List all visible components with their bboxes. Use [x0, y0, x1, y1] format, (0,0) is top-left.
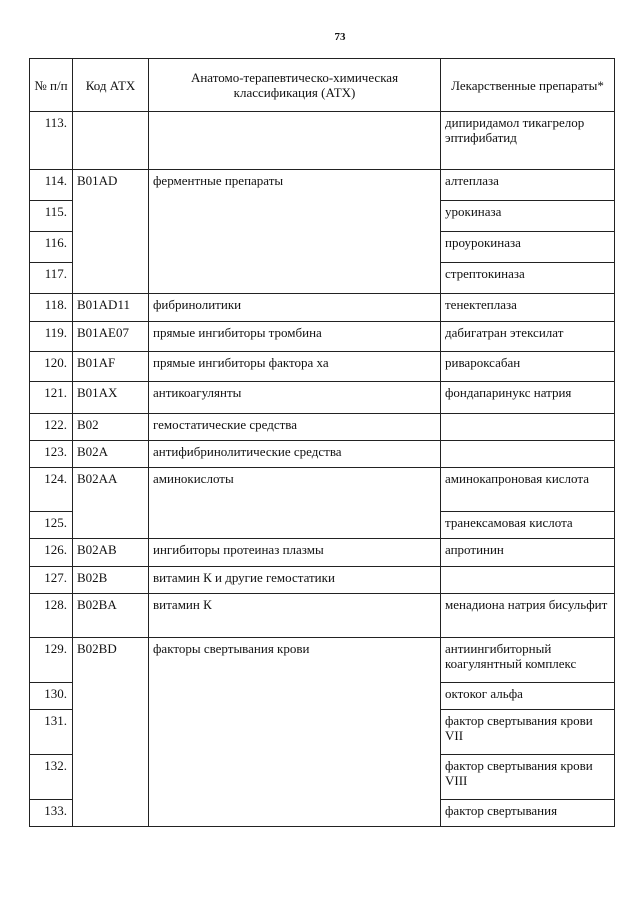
row-number: 118.	[30, 294, 73, 322]
drug-name: дипиридамол тикагрелор эптифибатид	[441, 112, 615, 170]
table-row	[30, 112, 615, 170]
table-row	[30, 352, 615, 382]
drug-name	[441, 441, 615, 468]
atx-code: B01AX	[73, 382, 149, 414]
atx-code: B02BD	[73, 638, 149, 827]
row-number: 120.	[30, 352, 73, 382]
atx-classification: антифибринолитические средства	[149, 441, 441, 468]
atx-code: B01AF	[73, 352, 149, 382]
drug-name	[441, 414, 615, 441]
row-number: 126.	[30, 539, 73, 567]
table-row	[30, 594, 615, 638]
row-number: 119.	[30, 322, 73, 352]
table-row	[30, 294, 615, 322]
row-number: 117.	[30, 263, 73, 294]
row-number: 128.	[30, 594, 73, 638]
atx-classification	[149, 112, 441, 170]
header-classification: Анатомо-терапевтическо-химическая классификация (АТХ)	[149, 59, 441, 112]
atx-classification: антикоагулянты	[149, 382, 441, 414]
atx-classification: фибринолитики	[149, 294, 441, 322]
table-row	[30, 170, 615, 201]
atx-code: B01AD11	[73, 294, 149, 322]
page-number: 73	[334, 31, 346, 43]
row-number: 131.	[30, 710, 73, 755]
drug-name: урокиназа	[441, 201, 615, 232]
table-row	[30, 638, 615, 683]
drug-name: дабигатран этексилат	[441, 322, 615, 352]
drug-name: апротинин	[441, 539, 615, 567]
atx-code: B02AA	[73, 468, 149, 539]
table-row	[30, 441, 615, 468]
header-code: Код АТХ	[73, 59, 149, 112]
row-number: 115.	[30, 201, 73, 232]
atx-classification: аминокислоты	[149, 468, 441, 539]
atx-classification: гемостатические средства	[149, 414, 441, 441]
drug-name: аминокапроновая кислота	[441, 468, 615, 512]
header-drugs: Лекарственные препараты*	[441, 59, 615, 112]
row-number: 116.	[30, 232, 73, 263]
table-header	[30, 59, 615, 112]
table-row	[30, 382, 615, 414]
row-number: 132.	[30, 755, 73, 800]
table-row	[30, 468, 615, 512]
drug-name: алтеплаза	[441, 170, 615, 201]
row-number: 122.	[30, 414, 73, 441]
atx-code: B02BA	[73, 594, 149, 638]
drug-name: фактор свертывания крови VII	[441, 710, 615, 755]
table-row	[30, 322, 615, 352]
drug-name: фактор свертывания	[441, 800, 615, 827]
row-number: 114.	[30, 170, 73, 201]
atx-code: B02B	[73, 567, 149, 594]
atx-code: B01AE07	[73, 322, 149, 352]
atx-classification: ингибиторы протеиназ плазмы	[149, 539, 441, 567]
drug-name: ривароксабан	[441, 352, 615, 382]
row-number: 121.	[30, 382, 73, 414]
drug-name: стрептокиназа	[441, 263, 615, 294]
drug-name: антиингибиторный коагулянтный комплекс	[441, 638, 615, 683]
atx-classification: прямые ингибиторы фактора ха	[149, 352, 441, 382]
table-row	[30, 414, 615, 441]
row-number: 113.	[30, 112, 73, 170]
row-number: 129.	[30, 638, 73, 683]
atx-code	[73, 112, 149, 170]
row-number: 123.	[30, 441, 73, 468]
drug-name: фондапаринукс натрия	[441, 382, 615, 414]
atx-classification: факторы свертывания крови	[149, 638, 441, 827]
atx-table	[29, 58, 615, 827]
drug-name: октоког альфа	[441, 683, 615, 710]
drug-name	[441, 567, 615, 594]
atx-code: B01AD	[73, 170, 149, 294]
row-number: 125.	[30, 512, 73, 539]
header-number: № п/п	[30, 59, 73, 112]
drug-name: тенектеплаза	[441, 294, 615, 322]
atx-code: B02AB	[73, 539, 149, 567]
drug-name: проурокиназа	[441, 232, 615, 263]
table-row	[30, 539, 615, 567]
row-number: 127.	[30, 567, 73, 594]
row-number: 124.	[30, 468, 73, 512]
atx-classification: ферментные препараты	[149, 170, 441, 294]
drug-name: транексамовая кислота	[441, 512, 615, 539]
table-row	[30, 567, 615, 594]
header-row	[30, 59, 615, 112]
atx-code: B02A	[73, 441, 149, 468]
atx-code: B02	[73, 414, 149, 441]
table-body	[30, 112, 615, 827]
drug-name: менадиона натрия бисульфит	[441, 594, 615, 638]
row-number: 130.	[30, 683, 73, 710]
drug-name: фактор свертывания крови VIII	[441, 755, 615, 800]
atx-classification: витамин К и другие гемостатики	[149, 567, 441, 594]
row-number: 133.	[30, 800, 73, 827]
atx-classification: витамин К	[149, 594, 441, 638]
atx-classification: прямые ингибиторы тромбина	[149, 322, 441, 352]
